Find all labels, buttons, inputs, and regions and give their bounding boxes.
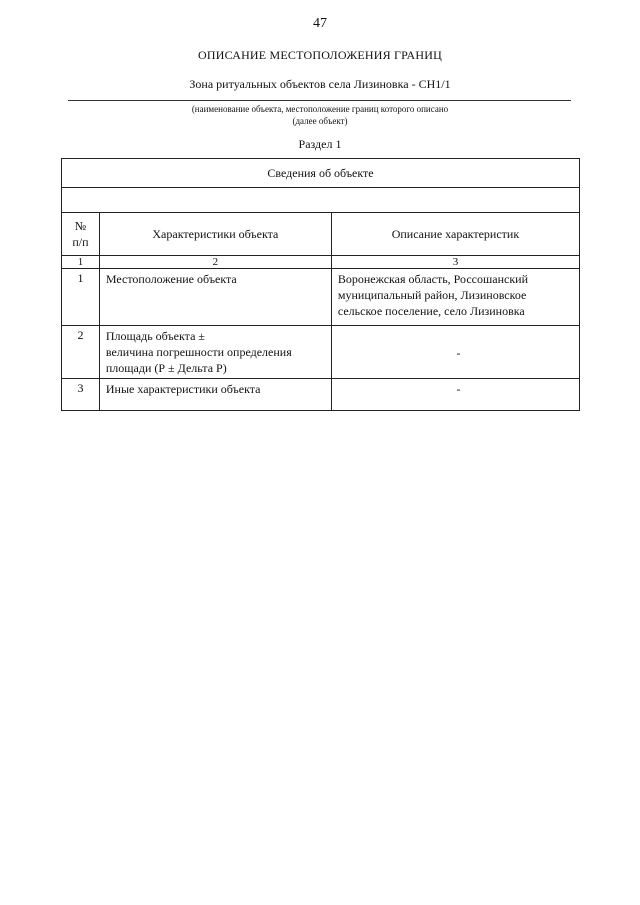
row-characteristic-line: Местоположение объекта	[105, 272, 237, 286]
column-header-num	[62, 213, 100, 256]
row-num: 3	[62, 379, 100, 411]
object-name-underline	[68, 100, 571, 101]
row-characteristic-line: Иные характеристики объекта	[105, 382, 261, 396]
object-info-table	[61, 158, 580, 411]
row-description-line: муниципальный район, Лизиновское	[337, 288, 527, 302]
section-title: Раздел 1	[298, 137, 342, 151]
row-characteristic	[99, 269, 331, 326]
column-number-2: 2	[99, 256, 331, 269]
row-description	[331, 326, 579, 379]
column-header-row	[62, 213, 580, 256]
object-name: Зона ритуальных объектов села Лизиновка - СН1/1	[189, 77, 451, 91]
row-num: 1	[62, 269, 100, 326]
row-description	[331, 269, 579, 326]
column-header-num-line-1: №	[74, 219, 87, 233]
table-row	[62, 269, 580, 326]
column-header-characteristics: Характеристики объекта	[99, 213, 331, 256]
column-number-3: 3	[331, 256, 579, 269]
table-empty-cell	[62, 188, 580, 213]
table-row	[62, 379, 580, 411]
column-header-num-line-2: п/п	[72, 235, 89, 249]
row-num: 2	[62, 326, 100, 379]
row-characteristic-line: площади (Р ± Дельта Р)	[105, 361, 227, 375]
document-title: ОПИСАНИЕ МЕСТОПОЛОЖЕНИЯ ГРАНИЦ	[198, 48, 442, 62]
row-characteristic-line: Площадь объекта ±	[105, 329, 205, 343]
row-description-line: Воронежская область, Россошанский	[337, 272, 528, 286]
row-description-line: -	[456, 382, 461, 396]
row-description-line: сельское поселение, село Лизиновка	[337, 304, 525, 318]
table-empty-row	[62, 188, 580, 213]
caption-line-2: (далее объект)	[292, 116, 348, 126]
table-row	[62, 326, 580, 379]
page-number: 47	[313, 16, 327, 31]
object-name-caption	[0, 103, 640, 127]
row-description	[331, 379, 579, 411]
caption-line-1: (наименование объекта, местоположение границ которого описано	[191, 104, 449, 114]
column-number-row	[62, 256, 580, 269]
row-characteristic-line: величина погрешности определения	[105, 345, 292, 359]
column-header-description: Описание характеристик	[331, 213, 579, 256]
row-description-line: -	[456, 346, 461, 360]
column-number-1: 1	[62, 256, 100, 269]
table-header: Сведения об объекте	[62, 159, 580, 188]
row-characteristic	[99, 326, 331, 379]
table-header-row	[62, 159, 580, 188]
row-characteristic	[99, 379, 331, 411]
